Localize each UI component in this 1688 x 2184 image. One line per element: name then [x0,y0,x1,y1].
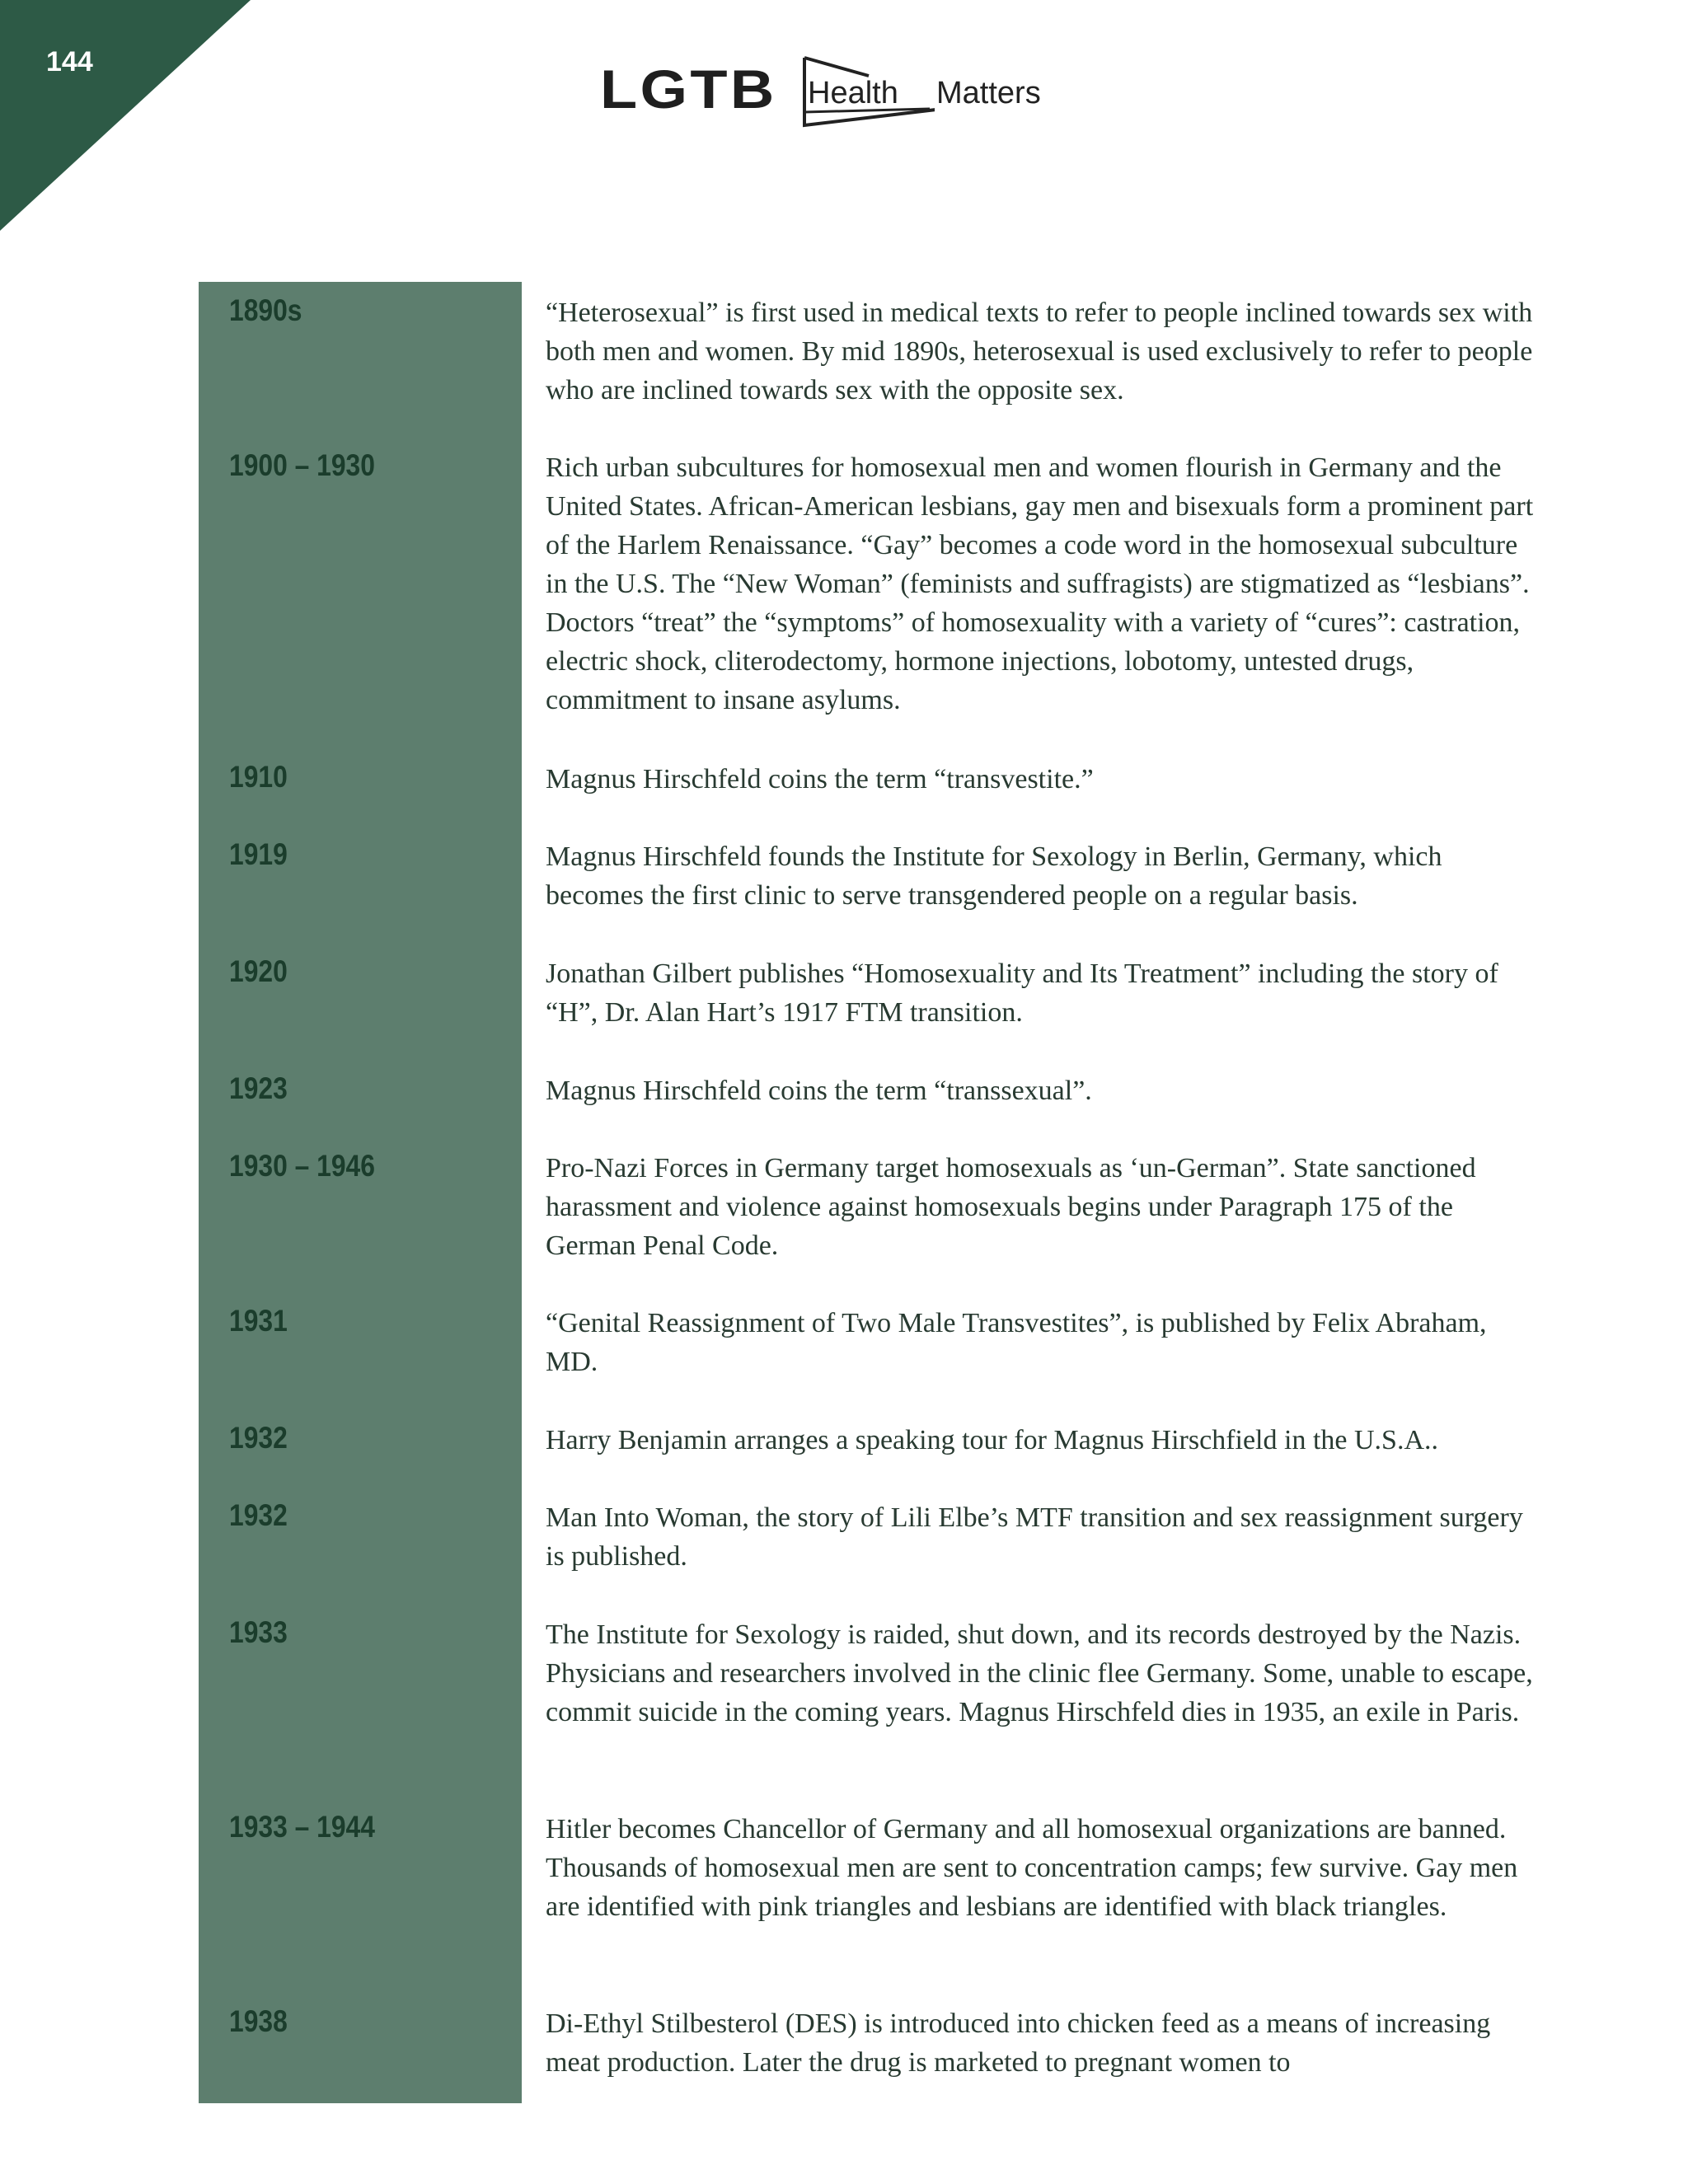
timeline-year: 1932 [229,1421,288,1455]
timeline-entry: Magnus Hirschfeld coins the term “transvestite.” [546,764,1094,794]
timeline-entry: Magnus Hirschfeld coins the term “transsexual”. [546,1076,1092,1106]
page-number: 144 [46,46,93,77]
timeline-year: 1933 – 1944 [229,1810,375,1844]
timeline-entry: Man Into Woman, the story of Lili Elbe’s MTF transition and sex reassignment surgery is published. [546,1502,1523,1572]
timeline-year: 1938 [229,2004,288,2038]
timeline-entry: Harry Benjamin arranges a speaking tour for Magnus Hirschfield in the U.S.A.. [546,1425,1439,1455]
timeline-year: 1923 [229,1071,288,1105]
corner-triangle [0,0,251,231]
timeline-year: 1932 [229,1498,288,1532]
timeline-year: 1900 – 1930 [229,448,375,482]
logo-matters: Matters [936,76,1041,110]
logo-health: Health [808,76,898,110]
timeline-entry: Rich urban subcultures for homosexual men and women flourish in Germany and the United States. African-American lesbians, gay men and bisexuals form a prominent part of the Harlem Renaissance. “Gay” becomes a code word in the homosexual subculture in the U.S. The “New Woman” (feminists and suffragists) are stigmatized as “lesbians”. Doctors “treat” the “symptoms” of homosexuality with a variety of “cures”: castration, electric shock, cliterodectomy, hormone injections, lobotomy, untested drugs, commitment to insane asylums. [546,452,1534,715]
logo [600,53,1095,132]
timeline-entry: “Genital Reassignment of Two Male Transvestites”, is published by Felix Abraham, MD. [546,1308,1487,1377]
timeline-year: 1920 [229,954,288,988]
timeline-entry: Di-Ethyl Stilbesterol (DES) is introduced into chicken feed as a means of increasing meat production. Later the drug is marketed to pregnant women to [546,2008,1491,2078]
timeline-year: 1910 [229,760,288,794]
timeline-year: 1930 – 1946 [229,1149,375,1183]
timeline-year: 1890s [229,293,302,327]
timeline-entry: Jonathan Gilbert publishes “Homosexuality and Its Treatment” including the story of “H”, Dr. Alan Hart’s 1917 FTM transition. [546,958,1498,1028]
timeline-entry: Magnus Hirschfeld founds the Institute for Sexology in Berlin, Germany, which becomes the first clinic to serve transgendered people on a regular basis. [546,841,1442,911]
timeline-year: 1919 [229,837,288,871]
timeline-entry: Hitler becomes Chancellor of Germany and all homosexual organizations are banned. Thousands of homosexual men are sent to concentration camps; few survive. Gay men are identified with pink triangles and lesbians are identified with black triangles. [546,1814,1518,1922]
logo-mark: LGTB [600,59,777,120]
timeline-entry: Pro-Nazi Forces in Germany target homosexuals as ‘un-German”. State sanctioned harassment and violence against homosexuals begins under Paragraph 175 of the German Penal Code. [546,1153,1476,1261]
timeline-year: 1931 [229,1304,288,1338]
timeline-year: 1933 [229,1615,288,1649]
timeline-entry: The Institute for Sexology is raided, shut down, and its records destroyed by the Nazis. Physicians and researchers involved in the clinic flee Germany. Some, unable to escape, commit suicide in the coming years. Magnus Hirschfeld dies in 1935, an exile in Paris. [546,1619,1533,1727]
timeline-entry: “Heterosexual” is first used in medical texts to refer to people inclined towards sex with both men and women. By mid 1890s, heterosexual is used exclusively to refer to people who are inclined towards sex with the opposite sex. [546,298,1533,405]
